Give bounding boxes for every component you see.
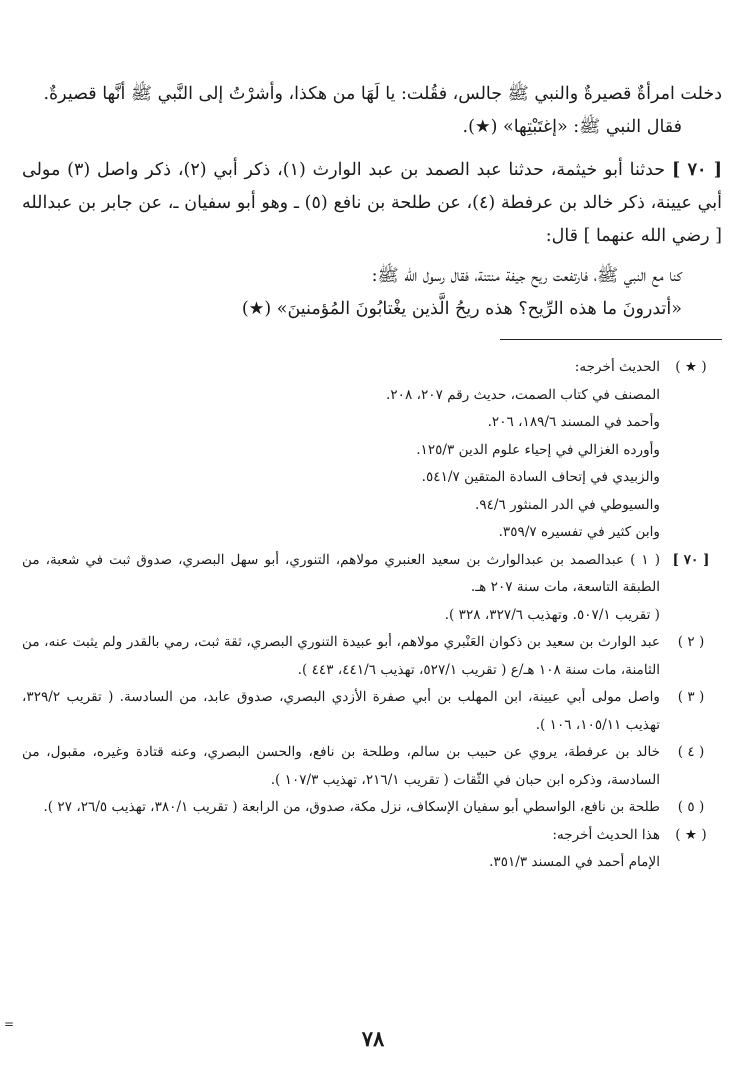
footnote [22, 794, 722, 822]
footnote-text [22, 684, 660, 739]
footnote [22, 739, 722, 794]
main-text [22, 78, 722, 326]
footnote-text [22, 822, 660, 877]
edge-mark: = [4, 1017, 15, 1031]
footnote-text [22, 629, 660, 684]
footnote-text [22, 547, 660, 630]
text-line: فقال النبي ﷺ: «إغتَبْتِها» (★). [462, 117, 682, 137]
page-number: ٧٨ [361, 1026, 385, 1051]
footnote [22, 822, 722, 877]
footnote-marker: ( ★ ) [675, 359, 707, 375]
footnote-line: ( تقريب ٥٠٧/١. وتهذيب ٣٢٧/٦، ٣٢٨ ). [444, 606, 660, 623]
footnote-line: واصل مولى أبي عيينة، ابن المهلب بن أبي صفرة الأزدي البصري، صدوق عابد، من السادسة. ( تقريب ٣٢٩/٢، تهذيب ١٠٥/١١، ١٠٦ ). [22, 689, 660, 733]
footnote-line: عبد الوارث بن سعيد بن ذكوان العَنْبري مولاهم، أبو عبيدة التنوري البصري، ثقة ثبت، رمي بالقدر ولم يثبت عنه، من الثامنة، مات سنة ١٠٨ هـ/ع ( تقريب ٥٢٧/١، تهذيب ٤٤١/٦، ٤٤٣ ). [22, 634, 660, 678]
hadith-body: كنا مع النبي ﷺ، فارتفعت ريح جيفة منتنة، فقال رسول الله ﷺ: [371, 266, 682, 286]
footnote-marker: ( ٣ ) [677, 689, 705, 705]
footnote [22, 629, 722, 684]
hadith-paragraph [22, 154, 722, 253]
footnote-line: وابن كثير في تفسيره ٣٥٩/٧. [498, 524, 660, 540]
footnote-text [22, 354, 660, 547]
hadith-quote: «أتدرونَ ما هذه الرِّيح؟ هذه ريحُ الَّذين يغْتابُونَ المُؤمنينَ» (★) [241, 299, 682, 319]
footnote-marker: ( ٤ ) [677, 744, 705, 760]
footnote-line: الحديث أخرجه: [574, 359, 660, 375]
footnote-line: والسيوطي في الدر المنثور ٩٤/٦. [475, 496, 660, 513]
hadith-intro: حدثنا أبو خيثمة، حدثنا عبد الصمد بن عبد الوارث (١)، ذكر أبي (٢)، ذكر واصل (٣) مولى أبي عيينة، ذكر خالد بن عرفطة (٤)، عن طلحة بن نافع (٥) ـ وهو أبو سفيان ـ، عن جابر بن عبدالله [ رضي الله عنهما ] قال: [22, 160, 722, 246]
footnote-line: الإمام أحمد في المسند ٣٥١/٣. [489, 854, 660, 870]
footnote-line: هذا الحديث أخرجه: [552, 826, 660, 843]
footnote-line: خالد بن عرفطة، يروي عن حبيب بن سالم، وطلحة بن نافع، والحسن البصري، وعنه قتادة وغيره، مقبول، من السادسة، وذكره ابن حبان في الثّقات ( تقريب ٢١٦/١، تهذيب ١٠٧/٣ ). [22, 744, 660, 788]
footnote-marker: [ ٧٠ ] [672, 551, 710, 568]
footnote [22, 547, 722, 630]
footnote-marker: ( ٥ ) [677, 799, 705, 815]
footnote-line: وأورده الغزالي في إحياء علوم الدين ١٢٥/٣. [416, 441, 660, 458]
footnote-text [22, 794, 660, 822]
footnote [22, 684, 722, 739]
footnote-line: المصنف في كتاب الصمت، حديث رقم ٢٠٧، ٢٠٨. [386, 386, 660, 403]
footnote-line: والزبيدي في إتحاف السادة المتقين ٥٤١/٧. [421, 469, 660, 485]
footnote-marker: ( ٢ ) [677, 634, 705, 650]
document-page [22, 78, 722, 877]
hadith-number: [ ٧٠ ] [671, 160, 722, 180]
footnotes [22, 354, 722, 877]
footnote-marker: ( ★ ) [675, 826, 707, 843]
footnote-line: وأحمد في المسند ١٨٩/٦، ٢٠٦. [487, 414, 660, 430]
footnote-line: ( ١ ) عبدالصمد بن عبدالوارث بن سعيد العنبري مولاهم، التنوري، أبو سهل البصري، صدوق ثبت في شعبة، من الطبقة التاسعة، مات سنة ٢٠٧ هـ. [22, 551, 660, 595]
footnote-text [22, 739, 660, 794]
footnote-line: طلحة بن نافع، الواسطي أبو سفيان الإسكاف، نزل مكة، صدوق، من الرابعة ( تقريب ٣٨٠/١، تهذيب ٢٦/٥، ٢٧ ). [43, 799, 660, 815]
footnote [22, 354, 722, 547]
footnote-divider [500, 339, 722, 340]
text-line: دخلت امرأةٌ قصيرةٌ والنبي ﷺ جالس، فقُلت: يا لَهَا من هكذا، وأشرْتُ إلى النَّبي ﷺ أنَّها قصيرةٌ. [43, 84, 722, 104]
